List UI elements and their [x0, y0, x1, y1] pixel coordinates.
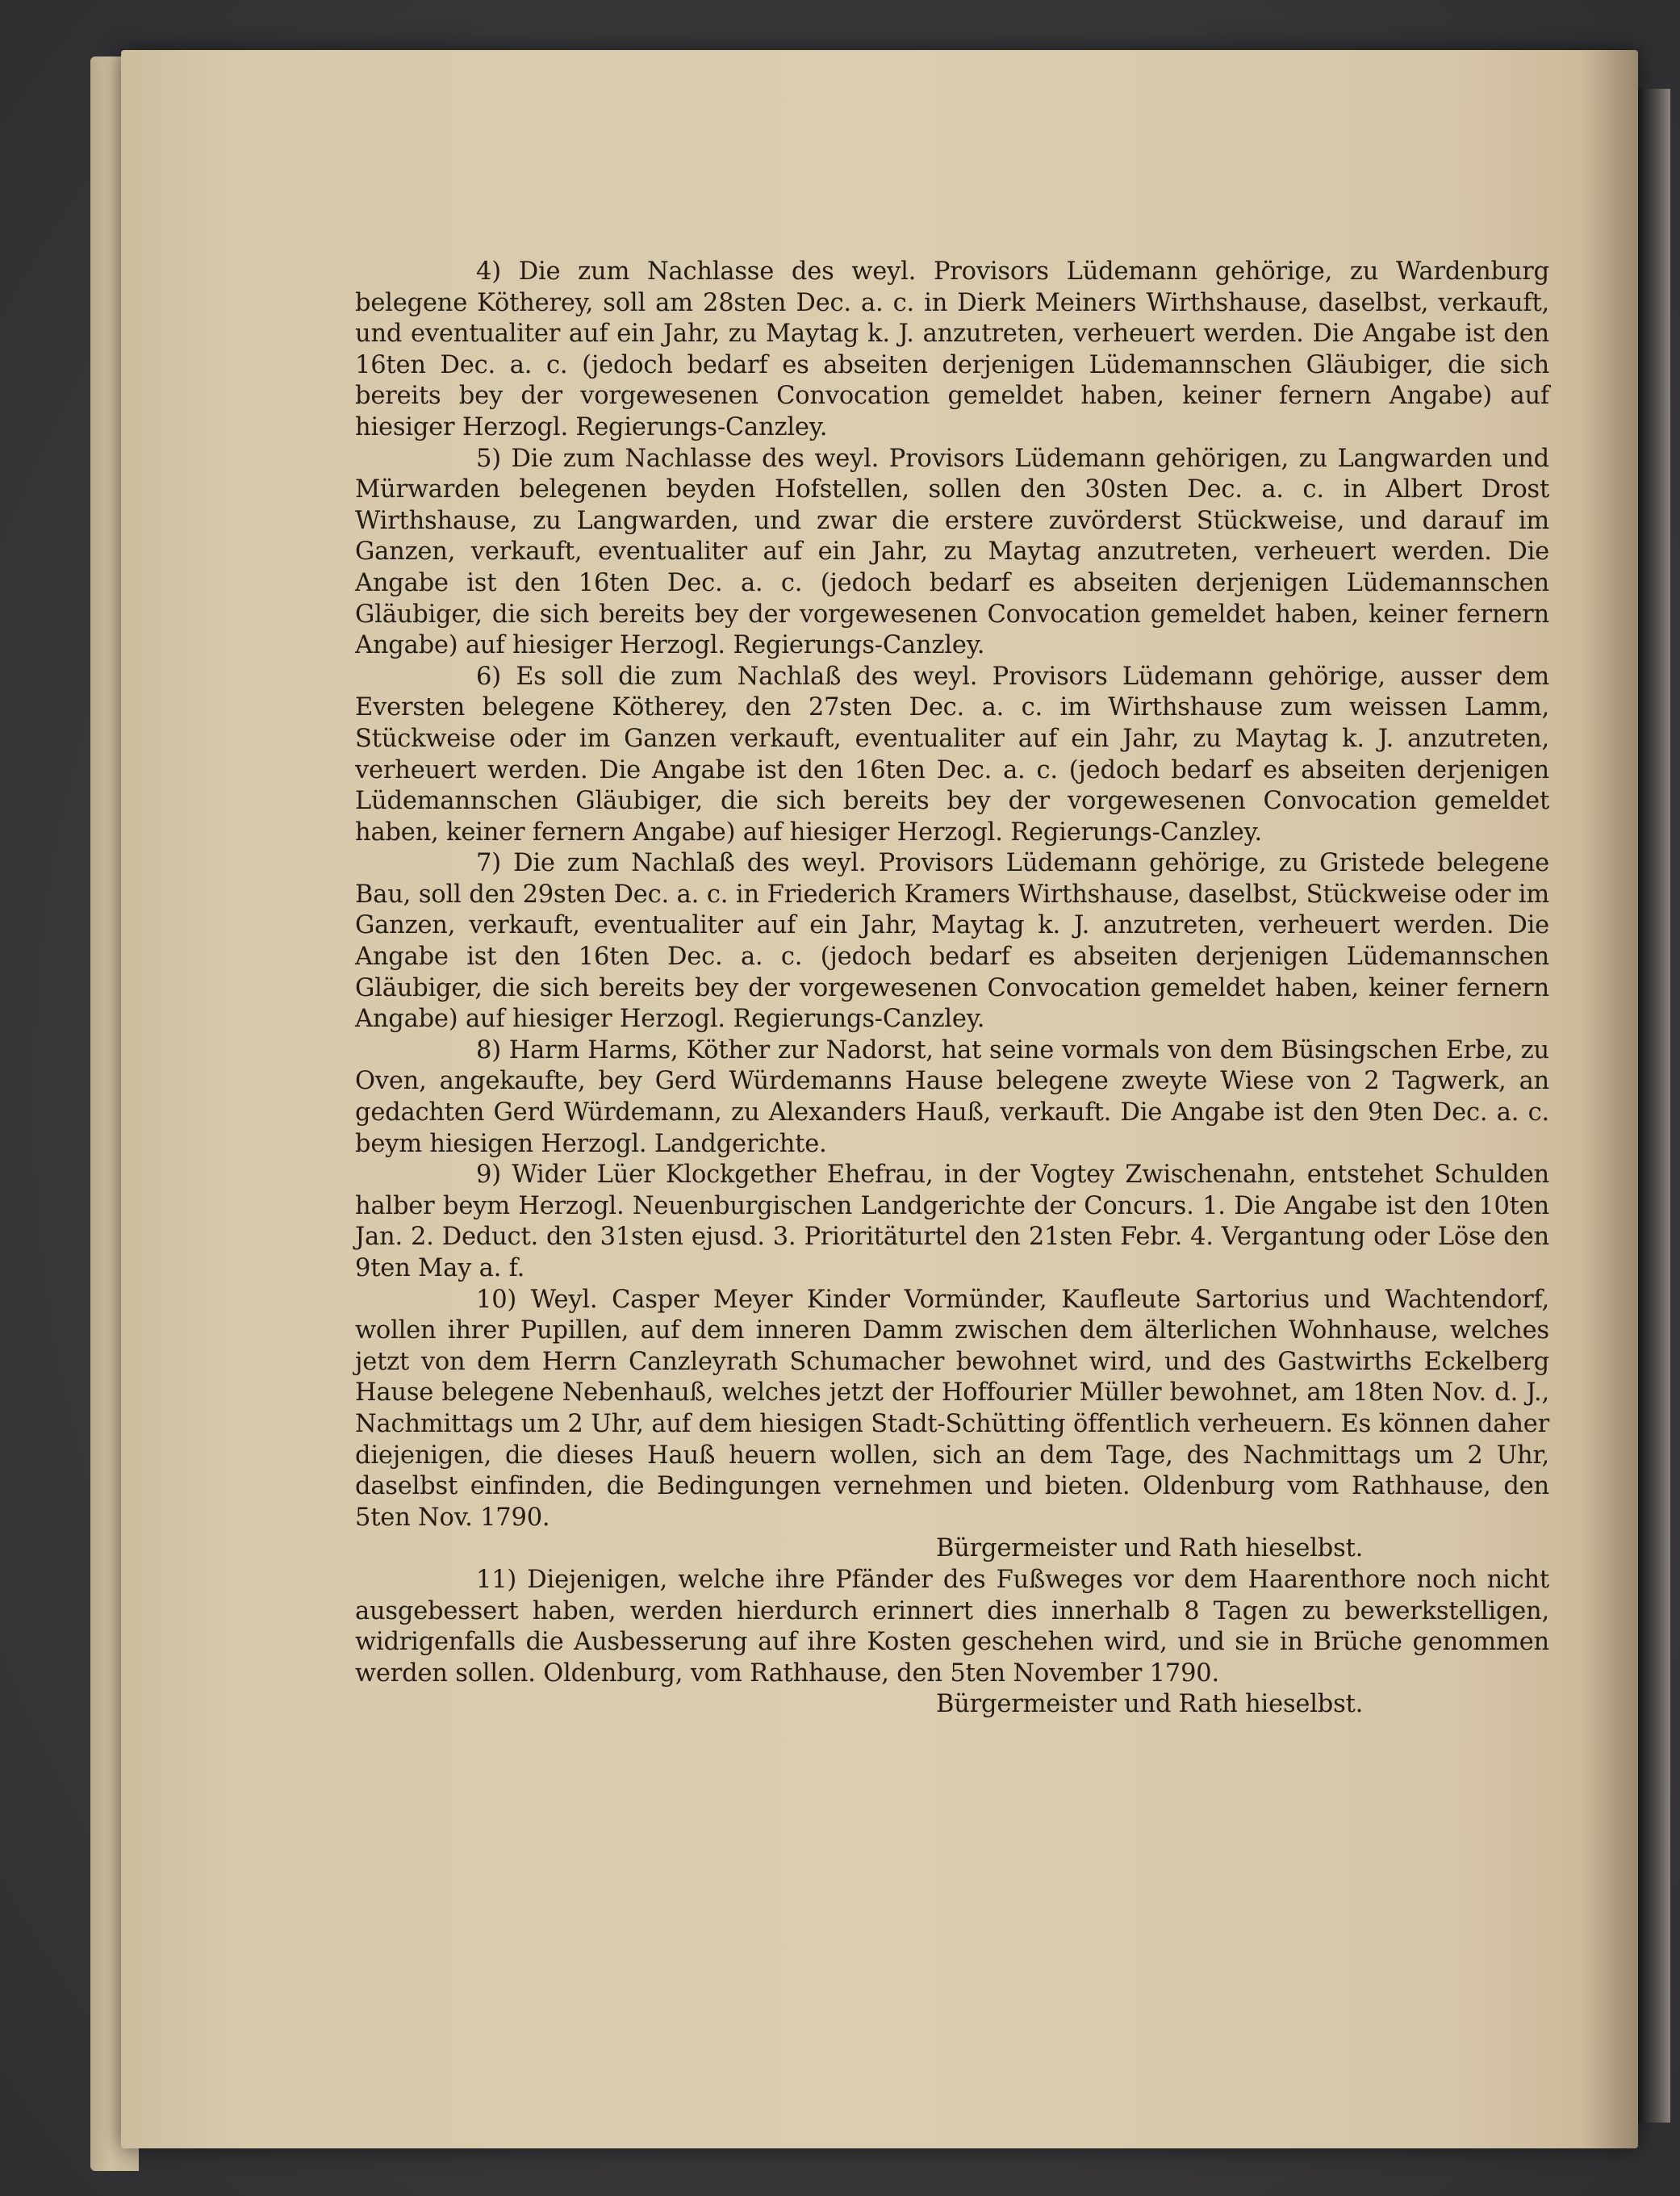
notice-entry-9: 9) Wider Lüer Klockgether Ehefrau, in der Vogtey Zwischenahn, entstehet Schulden halber beym Herzogl. Neuenburgischen Landgerichte der Concurs. 1. Die Angabe ist den 10ten Jan. 2. Deduct. den 31sten ejusd. 3. Prioritäturtel den 21sten Febr. 4. Vergantung oder Löse den 9ten May a. f.: [355, 1161, 1549, 1282]
notice-signature-11: Bürgermeister und Rath hieselbst.: [936, 1690, 1364, 1719]
notice-entry-8: 8) Harm Harms, Köther zur Nadorst, hat seine vormals von dem Büsingschen Erbe, zu Oven, angekaufte, bey Gerd Würdemanns Hause belegene zweyte Wiese von 2 Tagwerk, an gedachten Gerd Würdemann, zu Alexanders Hauß, verkauft. Die Angabe ist den 9ten Dec. a. c. beym hiesigen Herzogl. Landgerichte.: [355, 1035, 1549, 1158]
book-binding-gap: [1638, 89, 1670, 2123]
notice-entry-5: 5) Die zum Nachlasse des weyl. Provisors Lüdemann gehörigen, zu Langwarden und Mürwarden belegenen beyden Hofstellen, sollen den 30sten Dec. a. c. in Albert Drost Wirthshause, zu Langwarden, und zwar die erstere zuvörderst Stückweise, und darauf im Ganzen, verkauft, eventualiter auf ein Jahr, zu Maytag anzutreten, verheuert werden. Die Angabe ist den 16ten Dec. a. c. (jedoch bedarf es abseiten derjenigen Lüdemannschen Gläubiger, die sich bereits bey der vorgewesenen Convocation gemeldet haben, keiner fernern Angabe) auf hiesiger Herzogl. Regierungs-Canzley.: [355, 444, 1549, 660]
notice-entry-4: 4) Die zum Nachlasse des weyl. Provisors Lüdemann gehörige, zu Wardenburg belegene Kötherey, soll am 28sten Dec. a. c. in Dierk Meiners Wirthshause, daselbst, verkauft, und eventualiter auf ein Jahr, zu Maytag k. J. anzutreten, verheuert werden. Die Angabe ist den 16ten Dec. a. c. (jedoch bedarf es abseiten derjenigen Lüdemannschen Gläubiger, die sich bereits bey der vorgewesenen Convocation gemeldet haben, keiner fernern Angabe) auf hiesiger Herzogl. Regierungs-Canzley.: [355, 257, 1549, 441]
notice-entry-6: 6) Es soll die zum Nachlaß des weyl. Provisors Lüdemann gehörige, ausser dem Eversten belegene Kötherey, den 27sten Dec. a. c. im Wirthshause zum weissen Lamm, Stückweise oder im Ganzen verkauft, eventualiter auf ein Jahr, zu Maytag k. J. anzutreten, verheuert werden. Die Angabe ist den 16ten Dec. a. c. (jedoch bedarf es abseiten derjenigen Lüdemannschen Gläubiger, die sich bereits bey der vorgewesenen Convocation gemeldet haben, keiner fernern Angabe) auf hiesiger Herzogl. Regierungs-Canzley.: [355, 662, 1549, 847]
notice-entry-11: 11) Diejenigen, welche ihre Pfänder des Fußweges vor dem Haarenthore noch nicht ausgebessert haben, werden hierdurch erinnert dies innerhalb 8 Tagen zu bewerkstelligen, widrigenfalls die Ausbesserung auf ihre Kosten geschehen wird, und sie in Brüche genommen werden sollen. Oldenburg, vom Rathhause, den 5ten November 1790.: [355, 1565, 1549, 1688]
notice-entry-10: 10) Weyl. Casper Meyer Kinder Vormünder, Kaufleute Sartorius und Wachtendorf, wollen ihrer Pupillen, auf dem inneren Damm zwischen dem älterlichen Wohnhause, welches jetzt von dem Herrn Canzleyrath Schumacher bewohnet wird, und des Gastwirths Eckelberg Hause belegene Nebenhauß, welches jetzt der Hoffourier Müller bewohnet, am 18ten Nov. d. J., Nachmittags um 2 Uhr, auf dem hiesigen Stadt-Schütting öffentlich verheuern. Es können daher diejenigen, die dieses Hauß heuern wollen, sich an dem Tage, des Nachmittags um 2 Uhr, daselbst einfinden, die Bedingungen vernehmen und bieten. Oldenburg vom Rathhause, den 5ten Nov. 1790.: [355, 1285, 1549, 1532]
page-gutter-shadow: [1582, 50, 1638, 2148]
notice-signature-10: Bürgermeister und Rath hieselbst.: [936, 1534, 1364, 1563]
notice-entry-7: 7) Die zum Nachlaß des weyl. Provisors Lüdemann gehörige, zu Gristede belegene Bau, soll den 29sten Dec. a. c. in Friederich Kramers Wirthshause, daselbst, Stückweise oder im Ganzen, verkauft, eventualiter auf ein Jahr, Maytag k. J. anzutreten, verheuert werden. Die Angabe ist den 16ten Dec. a. c. (jedoch bedarf es abseiten derjenigen Lüdemannschen Gläubiger, die sich bereits bey der vorgewesenen Convocation gemeldet haben, keiner fernern Angabe) auf hiesiger Herzogl. Regierungs-Canzley.: [355, 849, 1549, 1034]
notice-text-column: [355, 257, 1549, 1721]
